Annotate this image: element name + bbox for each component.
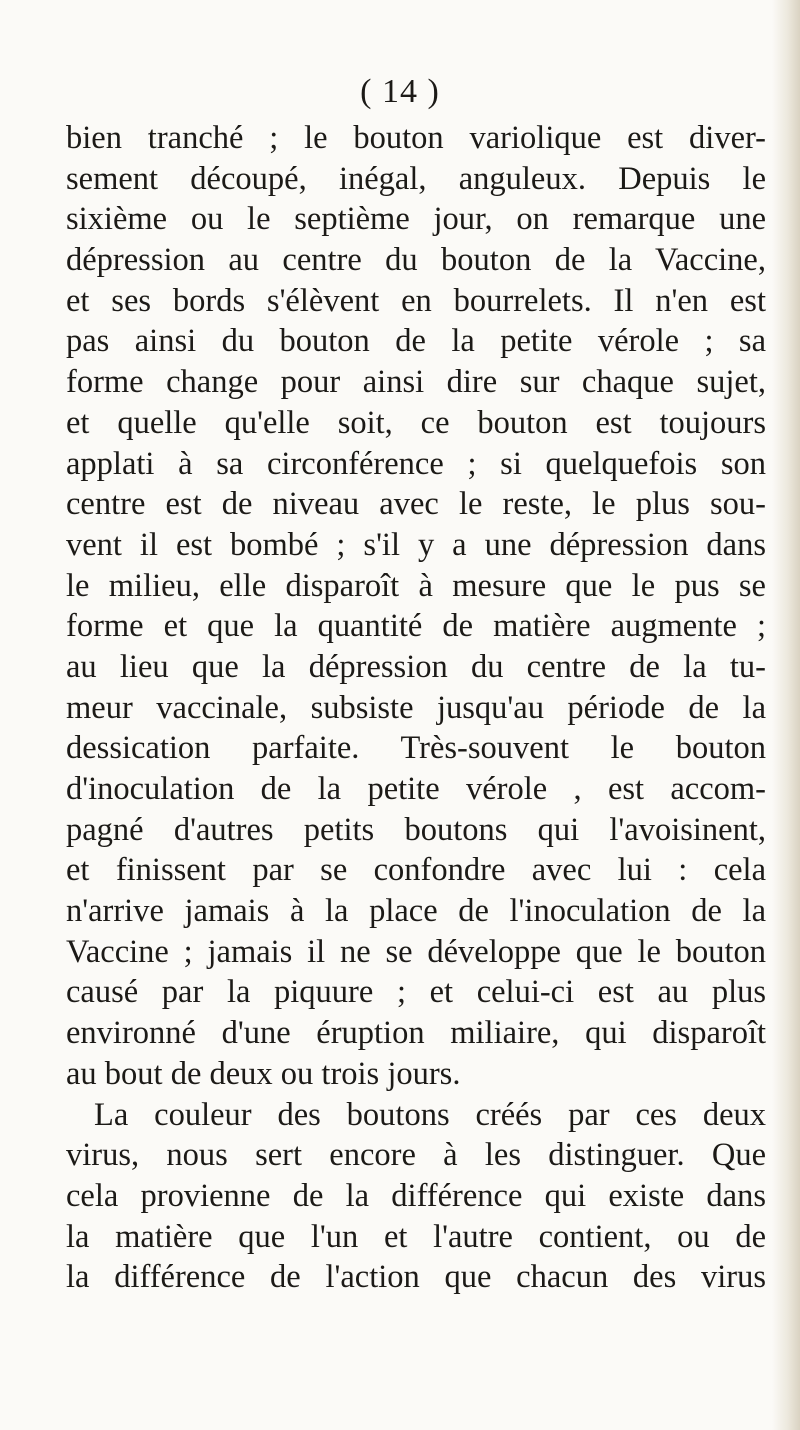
text-line: environné d'une éruption miliaire, qui disparoît bbox=[66, 1015, 766, 1052]
text-line: et finissent par se confondre avec lui : cela bbox=[66, 852, 766, 889]
text-line: la matière que l'un et l'autre contient, ou de bbox=[66, 1218, 766, 1255]
page-edge-shadow bbox=[772, 0, 800, 1430]
text-line: causé par la piquure ; et celui-ci est au plus bbox=[66, 974, 766, 1011]
text-line: et quelle qu'elle soit, ce bouton est toujours bbox=[66, 404, 766, 441]
text-line: applati à sa circonférence ; si quelquefois son bbox=[66, 445, 766, 482]
text-line: sixième ou le septième jour, on remarque une bbox=[66, 201, 766, 238]
text-line: meur vaccinale, subsiste jusqu'au période de la bbox=[66, 689, 766, 726]
text-line: au bout de deux ou trois jours. bbox=[66, 1055, 461, 1092]
text-line: centre est de niveau avec le reste, le plus sou- bbox=[66, 486, 766, 523]
text-line: n'arrive jamais à la place de l'inoculation de la bbox=[66, 893, 766, 930]
text-line: d'inoculation de la petite vérole , est accom- bbox=[66, 771, 766, 807]
text-line: vent il est bombé ; s'il y a une dépression dans bbox=[66, 526, 766, 563]
text-line: dessication parfaite. Très-souvent le bouton bbox=[66, 730, 766, 767]
text-line: bien tranché ; le bouton variolique est diver- bbox=[66, 120, 766, 156]
text-line: La couleur des boutons créés par ces deux bbox=[94, 1096, 766, 1133]
text-line: pas ainsi du bouton de la petite vérole ; sa bbox=[66, 323, 766, 360]
text-line: la différence de l'action que chacun des virus bbox=[66, 1259, 766, 1296]
text-line: au lieu que la dépression du centre de la tu- bbox=[66, 648, 766, 685]
text-line: dépression au centre du bouton de la Vaccine, bbox=[66, 242, 766, 279]
text-line: pagné d'autres petits boutons qui l'avoisinent, bbox=[66, 811, 766, 848]
text-line: forme et que la quantité de matière augmente ; bbox=[66, 608, 766, 645]
page-number: ( 14 ) bbox=[360, 73, 440, 110]
body-text bbox=[66, 118, 766, 1298]
text-line: sement découpé, inégal, anguleux. Depuis le bbox=[66, 160, 766, 197]
text-line: le milieu, elle disparoît à mesure que le pus se bbox=[66, 567, 766, 604]
text-line: cela provienne de la différence qui existe dans bbox=[66, 1177, 766, 1214]
text-line: et ses bords s'élèvent en bourrelets. Il n'en est bbox=[66, 282, 766, 319]
text-line: Vaccine ; jamais il ne se développe que le bouton bbox=[66, 933, 766, 970]
text-line: forme change pour ainsi dire sur chaque sujet, bbox=[66, 364, 766, 401]
text-line: virus, nous sert encore à les distinguer. Que bbox=[66, 1137, 766, 1174]
